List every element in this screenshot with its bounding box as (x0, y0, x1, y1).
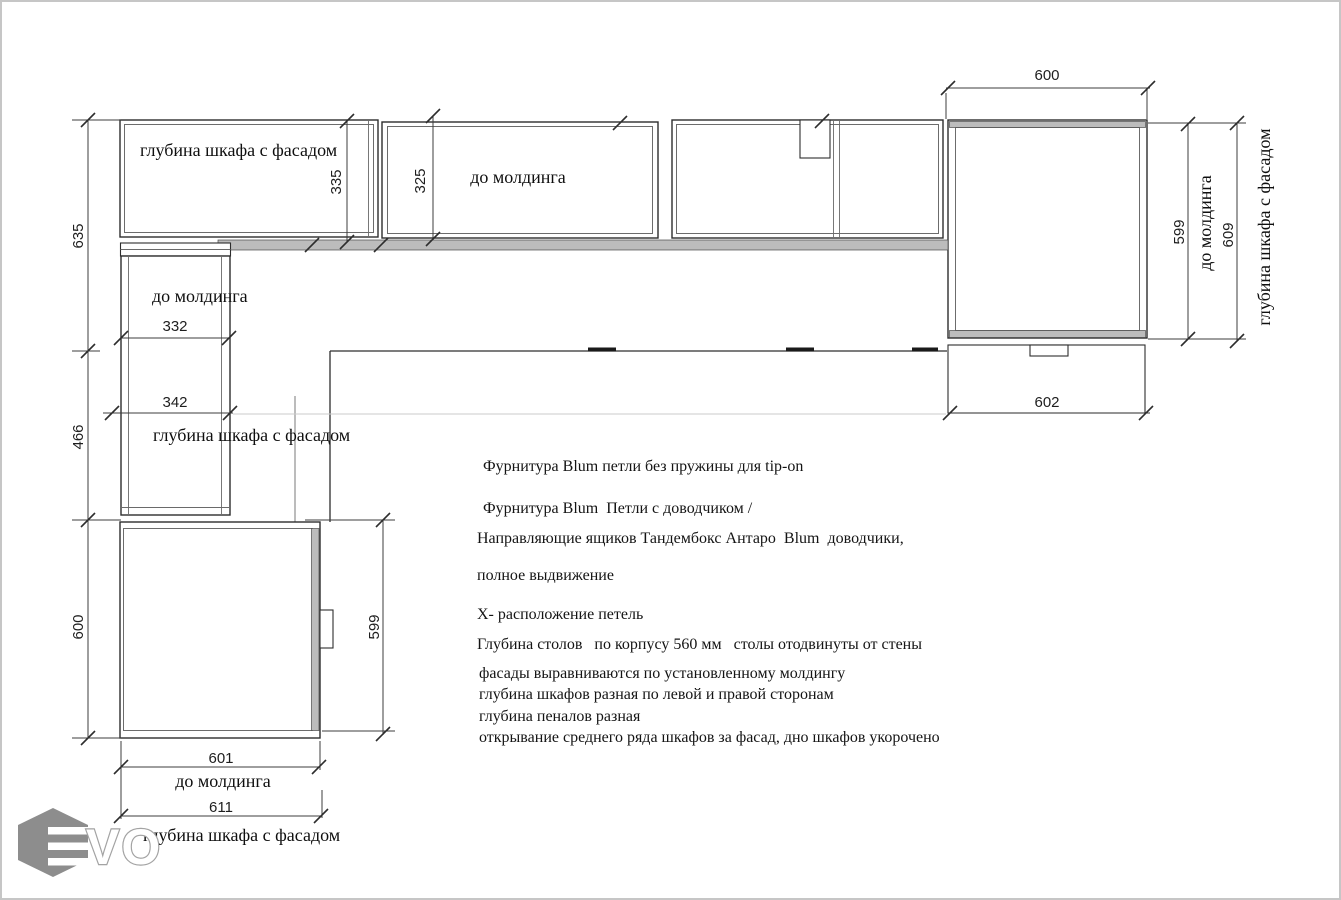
dim-609: 609 (1220, 222, 1237, 248)
dim-342: 342 (162, 394, 188, 411)
dim-335: 335 (328, 169, 345, 195)
label-base-molding: до молдинга (175, 771, 271, 791)
handle-recess-notch (800, 120, 830, 158)
logo-text: VO (86, 819, 163, 875)
dim-611: 611 (209, 799, 233, 816)
lower-left-base-cabinet (120, 522, 333, 738)
note-line: Направляющие ящиков Тандембокс Антаро Blum доводчики, (477, 530, 904, 547)
note-line: открывание среднего ряда шкафов за фасад, дно шкафов укорочено (479, 729, 940, 746)
door-handle (320, 610, 333, 648)
label-pencil-depth: глубина шкафа с фасадом (153, 425, 351, 445)
note-line: Фурнитура Blum петли без пружины для tip-on (483, 458, 804, 475)
handle-recess-notch (1030, 345, 1068, 356)
note-line: глубина пеналов разная (479, 708, 641, 725)
note-line: X- расположение петель (477, 606, 644, 623)
label-right-molding: до молдинга (1195, 175, 1215, 271)
note-line: фасады выравниваются по установленному молдингу (479, 665, 846, 682)
dim-599-right: 599 (1171, 219, 1188, 245)
dim-602: 602 (1034, 394, 1060, 411)
dim-332: 332 (162, 318, 188, 335)
label-base-depth: глубина шкафа с фасадом (143, 825, 341, 845)
dim-466: 466 (70, 424, 87, 450)
left-tall-pencil-cabinet (121, 243, 231, 515)
note-line: Глубина столов по корпусу 560 мм столы отодвинуты от стены (477, 636, 922, 653)
dim-600-top: 600 (1034, 67, 1060, 84)
label-upper-left-depth: глубина шкафа с фасадом (140, 140, 338, 160)
right-tall-cabinet (948, 120, 1147, 338)
dim-325: 325 (412, 168, 429, 194)
dim-635: 635 (70, 223, 87, 249)
note-line: глубина шкафов разная по левой и правой сторонам (479, 686, 834, 703)
dim-601: 601 (208, 750, 234, 767)
dim-600-left: 600 (70, 614, 87, 640)
upper-right-wall-cabinet (672, 120, 943, 238)
evo-logo (18, 808, 162, 877)
label-right-depth: глубина шкафа с фасадом (1254, 128, 1274, 326)
dim-599-base: 599 (366, 614, 383, 640)
countertop-band (218, 240, 948, 522)
label-upper-middle-molding: до молдинга (470, 167, 566, 187)
note-line: Фурнитура Blum Петли с доводчиком / (483, 500, 753, 517)
note-line: полное выдвижение (477, 567, 614, 584)
label-pencil-molding: до молдинга (152, 286, 248, 306)
